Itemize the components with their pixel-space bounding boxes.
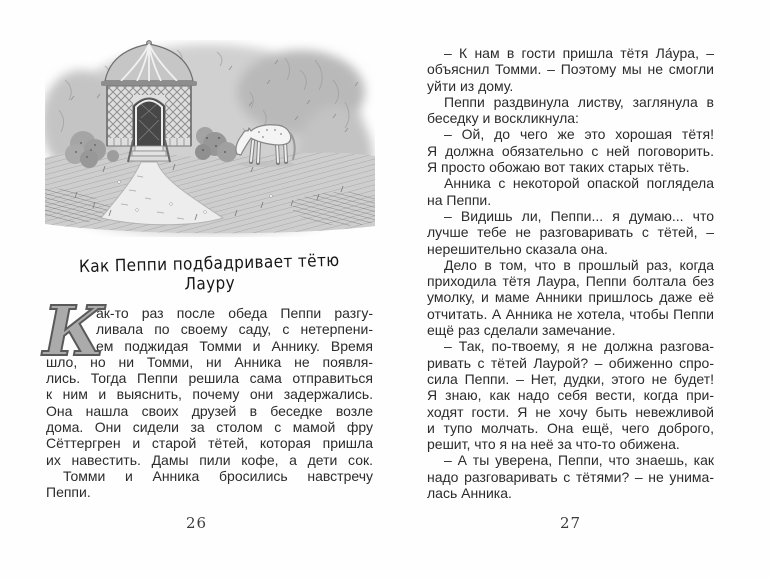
- text-line: ливала по своему саду, с нетерпени-: [96, 321, 373, 338]
- page-number-right: 27: [559, 514, 582, 532]
- page-number-left: 26: [185, 514, 208, 532]
- text-line: и тупо молчать. Она ещё, чего доброго,: [427, 419, 714, 436]
- text-line: ещё раз сделали замечание.: [427, 322, 616, 339]
- text-line: ем поджидая Томми и Аннику. Время: [96, 337, 373, 354]
- text-line: беседку и воскликнула:: [427, 110, 579, 127]
- text-line: Я просто обожаю вот таких старых тёть.: [427, 159, 690, 176]
- text-line: Анника с некоторой опаской поглядела: [444, 175, 714, 192]
- text-line: Она нашла своих друзей в беседке возле: [46, 402, 373, 419]
- right-page-text: [427, 45, 714, 501]
- text-line: ходят гости. Я не хочу быть невежливой: [427, 403, 714, 420]
- text-line: ак-то раз после обеда Пеппи разгу-: [96, 305, 373, 321]
- text-line: Я знаю, как надо себя вести, когда при-: [427, 387, 714, 404]
- text-line: Сёттергрен и старой тётей, которая пришла: [46, 435, 373, 452]
- text-line: ривать с тётей Лаурой? – обиженно спро-: [427, 354, 714, 371]
- text-line: лучше тебе не разговаривать с тётей, –: [427, 224, 714, 241]
- text-line: надо разговаривать с тётями? – не унима-: [427, 468, 714, 485]
- drop-cap-letter: К: [43, 292, 105, 372]
- text-line: к ним и выяснить, почему они задержались.: [46, 386, 373, 403]
- text-line: на Пеппи.: [427, 191, 492, 208]
- text-line: Пеппи.: [46, 484, 91, 501]
- text-line: Дело в том, что в прошлый раз, когда: [444, 256, 714, 273]
- text-line: приходила тётя Лаура, Пеппи болтала без: [427, 273, 714, 290]
- text-line: – А ты уверена, Пеппи, что знаешь, как: [444, 452, 714, 469]
- text-line: – Видишь ли, Пеппи... я думаю... что: [444, 207, 714, 224]
- text-line: – Так, по-твоему, я не должна разгова-: [444, 338, 714, 355]
- text-line: лись. Тогда Пеппи решила сама отправиться: [46, 370, 373, 387]
- text-line: уйти из дому.: [427, 77, 514, 94]
- text-line: нерешительно сказала она.: [427, 240, 608, 257]
- gazebo-horse-drawing: [45, 40, 375, 237]
- text-line: Пеппи раздвинула листву, заглянула в: [444, 93, 714, 110]
- text-line: умолку, и маме Анники пришлось даже её: [427, 289, 714, 306]
- left-page-text: [43, 292, 373, 501]
- text-line: Я должна обязательно с ней поговорить.: [427, 142, 714, 159]
- text-line: объяснил Томми. – Поэтому мы не смогли: [427, 61, 714, 78]
- text-line: решит, что я на неё за что-то обижена.: [427, 436, 680, 453]
- text-line: дома. Они сидели за столом с мамой фру: [46, 419, 373, 436]
- chapter-title: Как Пеппи подбадривает тётю Лауру: [78, 250, 340, 295]
- text-line: лась Анника.: [427, 485, 512, 502]
- text-line: Томми и Анника бросились навстречу: [63, 467, 373, 484]
- text-line: отчитать. А Анника не хотела, чтобы Пеппи: [427, 305, 714, 322]
- illustration-gazebo-horse: [45, 40, 375, 237]
- text-line: сила Пеппи. – Нет, дудки, этого не будет!: [427, 370, 714, 387]
- text-line: их навестить. Дамы пили кофе, а дети сок.: [46, 451, 373, 468]
- text-line: – К нам в гости пришла тётя Ла́ура, –: [444, 45, 714, 61]
- text-line: – Ой, до чего же это хорошая тётя!: [444, 126, 714, 143]
- text-line: шло, но ни Томми, ни Анника не появля-: [46, 353, 373, 370]
